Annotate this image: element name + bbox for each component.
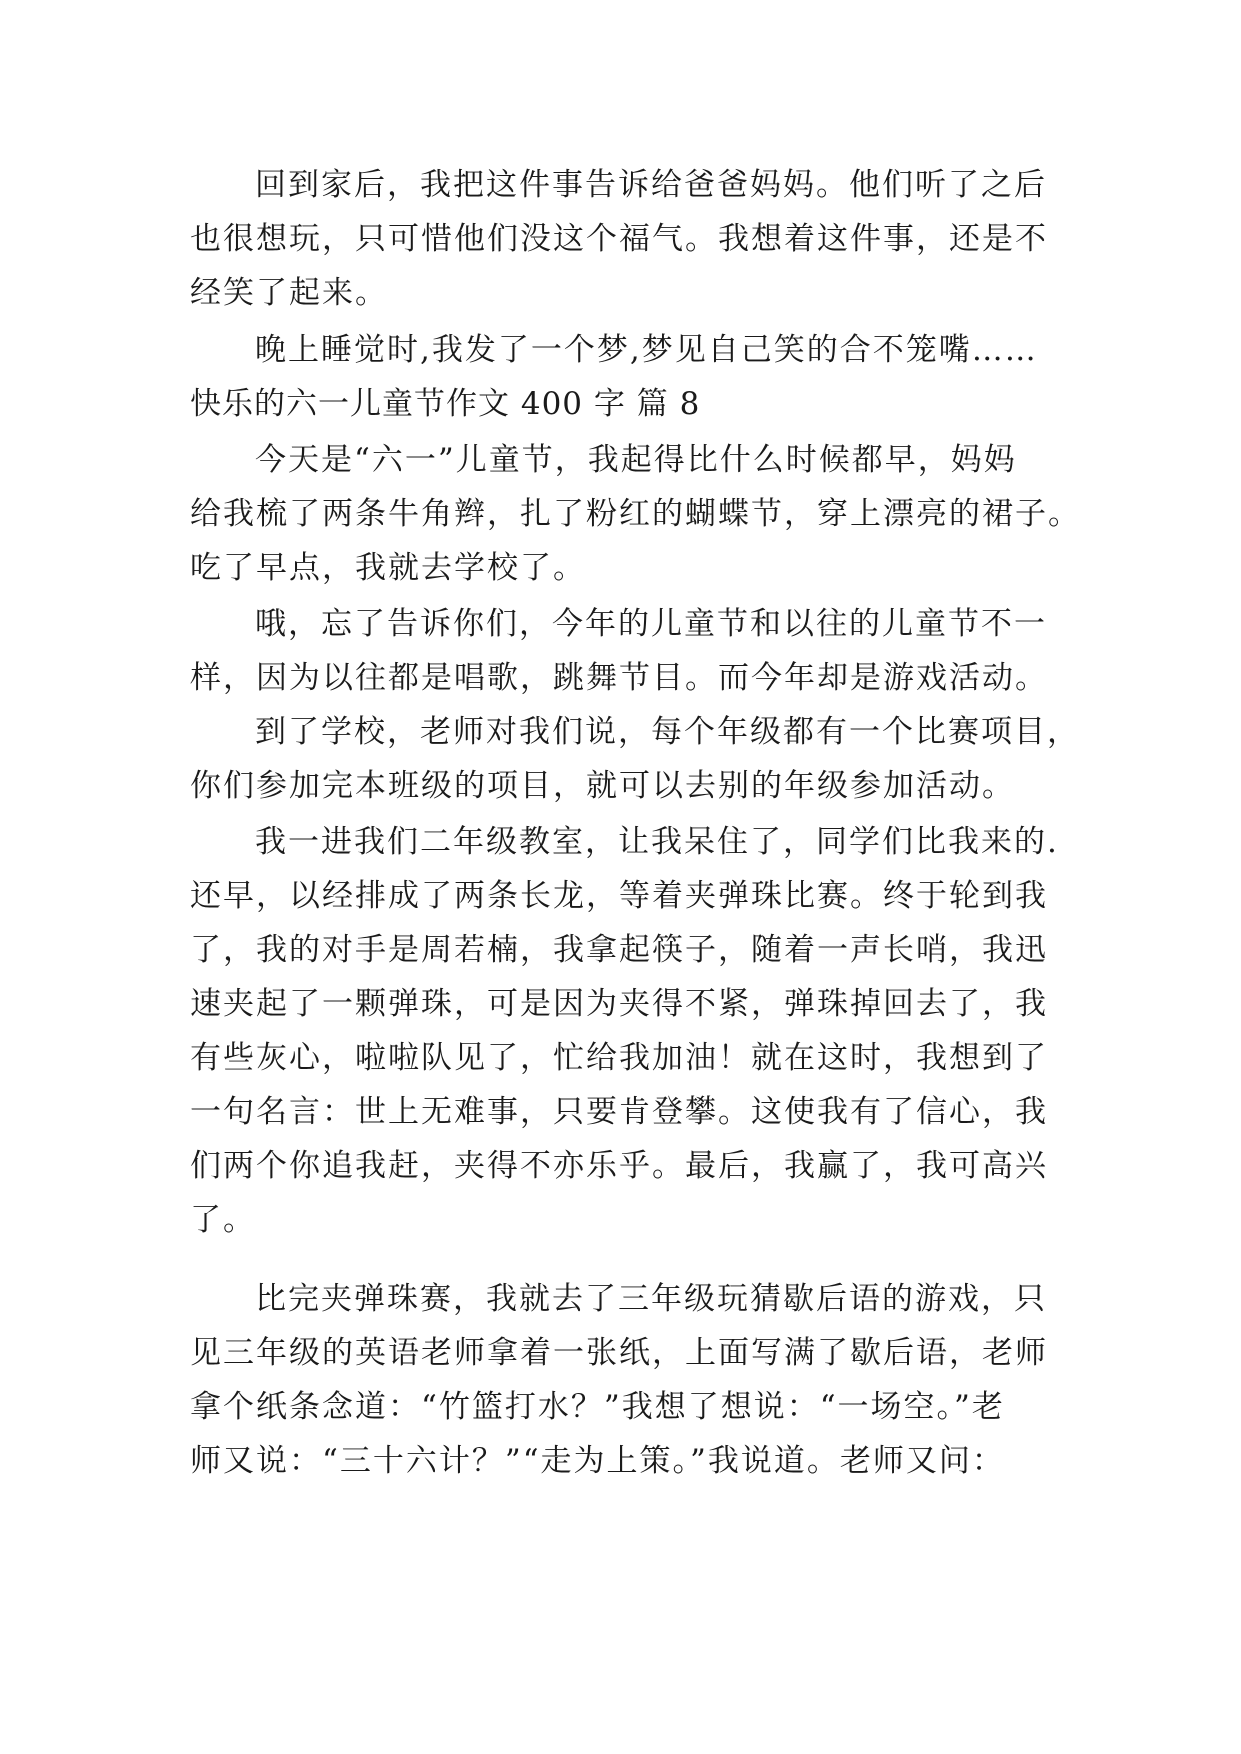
paragraph-line: 也很想玩，只可惜他们没这个福气。我想着这件事，还是不 [190,221,1048,257]
paragraph-line: 速夹起了一颗弹珠，可是因为夹得不紧，弹珠掉回去了，我 [190,986,1048,1022]
paragraph-line: 了，我的对手是周若楠，我拿起筷子，随着一声长哨，我迅 [190,932,1048,968]
paragraph-line: 拿个纸条念道：“竹篮打水？”我想了想说：“一场空。”老 [190,1389,1005,1425]
paragraph-line: 今天是“六一”儿童节，我起得比什么时候都早，妈妈 [255,442,1017,478]
section-heading: 快乐的六一儿童节作文 400 字 篇 8 [190,386,701,422]
paragraph-line: 经笑了起来。 [190,275,388,311]
paragraph-line: 给我梳了两条牛角辫，扎了粉红的蝴蝶节，穿上漂亮的裙子。 [190,496,1081,532]
paragraph-line: 吃了早点，我就去学校了。 [190,550,586,586]
paragraph-line: 还早，以经排成了两条长龙，等着夹弹珠比赛。终于轮到我 [190,878,1048,914]
paragraph-line: 我一进我们二年级教室，让我呆住了，同学们比我来的. [255,824,1059,860]
paragraph-line: 见三年级的英语老师拿着一张纸，上面写满了歇后语，老师 [190,1335,1048,1371]
paragraph-line: 们两个你追我赶，夹得不亦乐乎。最后，我赢了，我可高兴 [190,1148,1048,1184]
paragraph-line: 哦，忘了告诉你们，今年的儿童节和以往的儿童节不一 [255,606,1047,642]
paragraph-line: 一句名言：世上无难事，只要肯登攀。这使我有了信心，我 [190,1094,1048,1130]
paragraph-line: 师又说：“三十六计？”“走为上策。”我说道。老师又问： [190,1443,1005,1479]
paragraph-line: 有些灰心，啦啦队见了，忙给我加油！就在这时，我想到了 [190,1040,1048,1076]
paragraph-line: 晚上睡觉时,我发了一个梦,梦见自己笑的合不笼嘴…… [255,332,1038,368]
paragraph-line: 样，因为以往都是唱歌，跳舞节目。而今年却是游戏活动。 [190,660,1048,696]
paragraph-line: 你们参加完本班级的项目，就可以去别的年级参加活动。 [190,768,1015,804]
paragraph-line: 了。 [190,1202,256,1238]
paragraph-line: 比完夹弹珠赛，我就去了三年级玩猜歇后语的游戏，只 [255,1281,1047,1317]
paragraph-line: 到了学校，老师对我们说，每个年级都有一个比赛项目， [255,714,1080,750]
paragraph-line: 回到家后，我把这件事告诉给爸爸妈妈。他们听了之后 [255,167,1047,203]
